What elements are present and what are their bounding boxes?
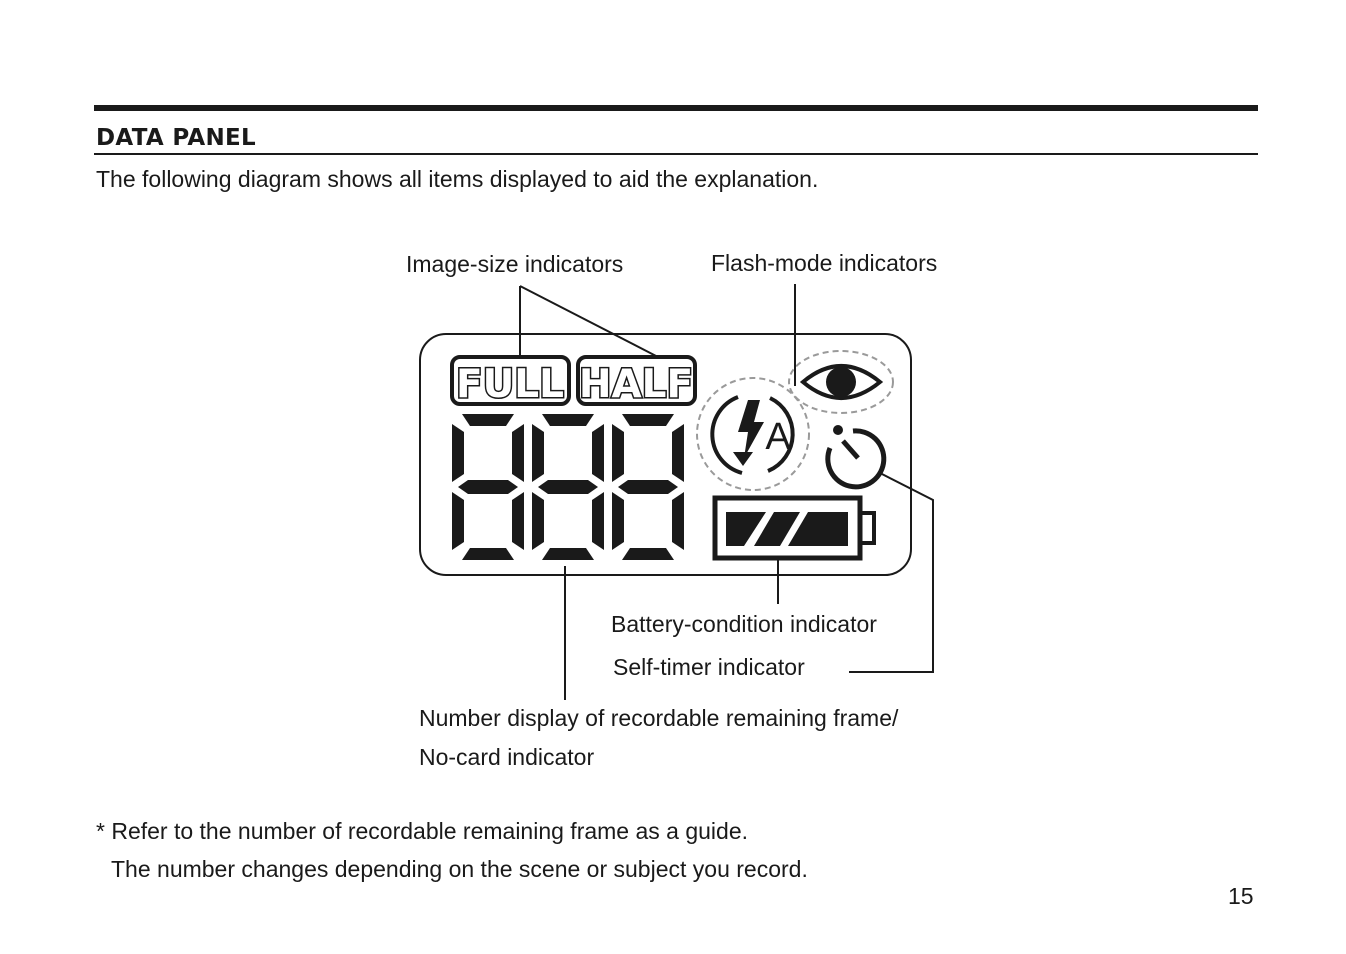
digit-2 [532, 414, 604, 560]
note-line-2: The number changes depending on the scene or subject you record. [111, 856, 808, 882]
label-number-display-1: Number display of recordable remaining frame/ [419, 705, 899, 731]
half-text: HALF [578, 362, 694, 407]
red-eye-icon [789, 351, 893, 413]
digit-1 [452, 414, 524, 560]
seven-segment-digits [452, 414, 684, 560]
label-image-size: Image-size indicators [406, 251, 624, 277]
image-size-full [452, 357, 569, 407]
label-flash-mode: Flash-mode indicators [711, 250, 938, 276]
page-number: 15 [1228, 883, 1254, 909]
flash-auto-icon [697, 378, 809, 490]
note-line-1: * Refer to the number of recordable remaining frame as a guide. [96, 818, 749, 844]
label-number-display-2: No-card indicator [419, 744, 595, 770]
self-timer-icon [828, 425, 884, 487]
label-self-timer: Self-timer indicator [613, 654, 805, 680]
digit-3 [612, 414, 684, 560]
label-battery: Battery-condition indicator [611, 611, 877, 637]
intro-text: The following diagram shows all items displayed to aid the explanation. [96, 166, 819, 192]
section-title: DATA PANEL [96, 125, 256, 151]
full-text: FULL [455, 362, 565, 407]
flash-auto-letter: A [765, 416, 791, 458]
battery-icon [715, 498, 874, 558]
image-size-half [578, 357, 695, 407]
